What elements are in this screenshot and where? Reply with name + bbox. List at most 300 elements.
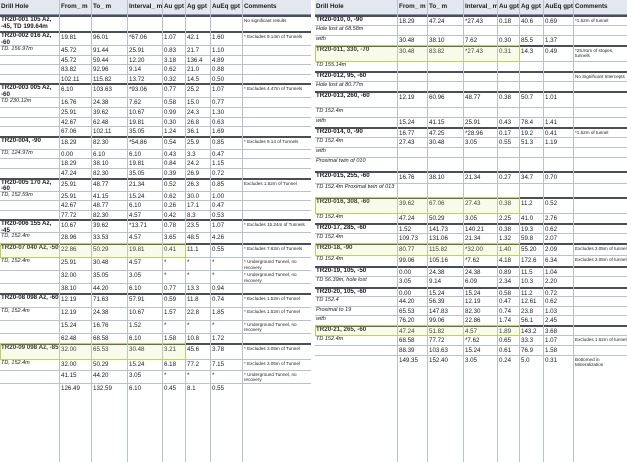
- au-cell: *: [164, 322, 167, 329]
- drill-hole-cell: TD, 152.4m: [1, 258, 30, 265]
- comments-cell: * Excludes 3.05m of Tunnel: [244, 345, 300, 351]
- au-cell: 0.31: [499, 47, 512, 55]
- from-cell: 27.43: [399, 138, 415, 146]
- ag-cell: 8.1: [187, 384, 196, 392]
- au-cell: 1.24: [164, 128, 177, 136]
- aueq-cell: 0.47: [212, 202, 225, 210]
- to-cell: 71.63: [93, 296, 109, 303]
- au-cell: 0.74: [499, 307, 512, 315]
- to-cell: 48.77: [93, 202, 109, 210]
- to-cell: 38.10: [429, 36, 445, 44]
- au-cell: 0.84: [164, 160, 177, 168]
- drill-hole-cell: with: [316, 117, 326, 124]
- au-cell: 0.38: [499, 225, 512, 233]
- ag-cell: 26.3: [187, 180, 200, 188]
- interval-cell: 9.14: [129, 66, 142, 74]
- drill-hole-cell: Proximal to 19: [316, 306, 352, 313]
- column-divider: [397, 0, 398, 462]
- interval-cell: 10.67: [129, 109, 145, 116]
- interval-cell: 12.20: [129, 56, 145, 64]
- aueq-cell: 0.69: [545, 18, 558, 25]
- aueq-cell: 0.74: [212, 296, 225, 303]
- interval-cell: *93.06: [129, 86, 147, 94]
- comments-cell: *25.91m of stopes, tunnels: [575, 47, 614, 58]
- column-divider: [162, 0, 163, 462]
- interval-cell: 4.57: [129, 211, 142, 219]
- comments-cell: * Underground Tunnel, no recovery: [244, 322, 297, 333]
- from-cell: 15.24: [399, 118, 415, 126]
- comments-cell: * Excludes 7.62m of Tunnels: [244, 246, 303, 252]
- comments-cell: * Excludes 9.14m of Tunnels: [244, 34, 303, 39]
- aueq-cell: *: [212, 322, 215, 329]
- interval-cell: 19.81: [129, 118, 145, 126]
- ag-cell: 26.8: [187, 118, 200, 126]
- aueq-cell: 2.07: [545, 234, 558, 242]
- aueq-cell: 1.69: [212, 128, 225, 136]
- from-cell: 25.91: [61, 259, 77, 267]
- to-cell: 6.10: [93, 150, 106, 158]
- au-cell: 0.83: [164, 47, 177, 54]
- au-cell: 0.62: [164, 192, 177, 200]
- to-cell: 47.25: [429, 129, 445, 137]
- interval-cell: 27.43: [465, 199, 481, 207]
- drill-hole-cell: TD 152.4m: [316, 137, 344, 144]
- ag-cell: 78.4: [521, 118, 534, 126]
- drill-hole-cell: TR20-09 098 Az, -85: [1, 344, 59, 351]
- to-cell: 132.59: [93, 384, 112, 392]
- interval-cell: 21.34: [465, 173, 481, 181]
- au-cell: 1.57: [164, 309, 177, 316]
- to-cell: 39.62: [93, 222, 109, 230]
- ag-cell: 51.3: [521, 138, 534, 146]
- au-cell: 0.38: [499, 93, 512, 101]
- from-cell: 47.24: [61, 170, 77, 177]
- ag-cell: 55.20: [521, 245, 537, 253]
- ag-cell: 26.9: [187, 170, 200, 177]
- au-cell: 0.55: [499, 138, 512, 146]
- interval-cell: 10.67: [129, 309, 145, 316]
- aueq-cell: 1.19: [545, 138, 558, 146]
- comments-cell: * Underground Tunnel, no recovery: [244, 259, 297, 270]
- aueq-cell: 2.09: [545, 245, 558, 253]
- interval-cell: 3.05: [465, 357, 478, 364]
- aueq-cell: 0.41: [545, 129, 558, 137]
- ag-cell: 17.1: [187, 202, 200, 210]
- interval-cell: 3.05: [129, 371, 142, 379]
- drill-hole-cell: TD, 152.4m: [1, 308, 30, 314]
- au-cell: *: [164, 272, 167, 280]
- interval-cell: 3.05: [129, 272, 142, 280]
- column-divider: [427, 0, 428, 462]
- aueq-cell: 1.07: [545, 337, 558, 344]
- ag-cell: 11.2: [521, 199, 533, 207]
- ag-cell: 22.8: [187, 309, 200, 316]
- interval-cell: 6.10: [129, 202, 142, 210]
- aueq-cell: 2.76: [545, 214, 558, 222]
- interval-cell: *27.43: [465, 18, 483, 25]
- interval-cell: 6.10: [129, 285, 142, 293]
- to-cell: 82.30: [93, 138, 109, 146]
- au-cell: 3.65: [164, 234, 177, 242]
- to-cell: 30.48: [93, 259, 109, 267]
- aueq-cell: *: [212, 272, 215, 280]
- drill-hole-cell: TR20-17, 285, -60: [316, 224, 367, 231]
- from-cell: 32.00: [61, 360, 77, 368]
- from-cell: 77.72: [61, 211, 77, 219]
- ag-cell: 3.3: [187, 150, 196, 158]
- aueq-cell: 1.60: [212, 34, 225, 41]
- au-cell: 0.54: [164, 138, 177, 146]
- ag-cell: 23.5: [187, 222, 200, 230]
- interval-cell: 82.30: [465, 307, 481, 315]
- column-divider: [463, 0, 464, 462]
- drill-hole-cell: TR20-011, 330, -70: [316, 46, 370, 53]
- ag-cell: 21.7: [187, 47, 200, 54]
- ag-cell: 11.5: [521, 268, 533, 276]
- aueq-cell: 1.07: [212, 222, 225, 230]
- drill-hole-cell: TD, 124.97m: [1, 149, 33, 156]
- from-cell: 18.29: [61, 160, 77, 168]
- comments-cell: No significant results: [244, 18, 287, 23]
- to-cell: 82.30: [93, 170, 109, 177]
- drill-hole-cell: TR20-015, 255, -60: [316, 172, 370, 179]
- ag-cell: 23.8: [521, 307, 534, 315]
- au-cell: 0.30: [164, 118, 177, 126]
- to-cell: 50.29: [93, 360, 109, 368]
- drill-hole-cell: Proximal twin of 010: [316, 157, 366, 164]
- to-cell: 68.58: [93, 335, 109, 342]
- from-cell: 16.76: [61, 99, 77, 107]
- aueq-cell: 0.72: [545, 289, 558, 297]
- column-header-au: Au gpt: [164, 3, 184, 10]
- drill-hole-cell: Hole lost at 80.77m: [316, 81, 364, 88]
- table-row: [0, 370, 311, 384]
- interval-cell: *32.00: [465, 245, 483, 253]
- to-cell: 131.06: [429, 234, 448, 242]
- ag-cell: 33.3: [521, 337, 534, 344]
- to-cell: 77.72: [429, 337, 445, 344]
- to-cell: 44.20: [93, 285, 109, 293]
- au-cell: 0.41: [164, 246, 177, 254]
- drill-hole-cell: TD 155.14m: [316, 61, 347, 68]
- from-cell: 1.52: [399, 225, 412, 233]
- column-divider: [242, 0, 243, 462]
- au-cell: 0.62: [164, 66, 177, 74]
- from-cell: 67.06: [61, 128, 77, 136]
- ag-cell: 85.5: [521, 36, 534, 44]
- aueq-cell: 0.70: [545, 173, 558, 181]
- ag-cell: 19.2: [521, 129, 534, 137]
- interval-cell: 19.81: [129, 246, 145, 254]
- au-cell: 1.58: [164, 335, 177, 342]
- to-cell: 103.63: [93, 86, 112, 94]
- aueq-cell: 3.78: [212, 345, 225, 353]
- to-cell: 60.96: [429, 93, 445, 101]
- to-cell: 50.29: [429, 214, 445, 222]
- ag-cell: *: [187, 259, 190, 267]
- column-header-comments: Comments: [244, 3, 277, 10]
- aueq-cell: 1.00: [212, 192, 225, 200]
- drill-hole-cell: TR20-20, 105, -60: [316, 288, 367, 295]
- from-cell: 38.10: [61, 285, 77, 293]
- ag-cell: 143.2: [521, 328, 537, 335]
- au-cell: *: [164, 371, 167, 379]
- drill-hole-cell: TR20-07 040 Az, -50: [1, 245, 59, 252]
- comments-cell: Excludes 1.52m of Tunnel: [244, 180, 297, 186]
- drill-hole-cell: TD 152.4m: [316, 336, 344, 342]
- column-header-to: To_ m: [93, 3, 112, 10]
- aueq-cell: 0.88: [212, 66, 225, 74]
- drill-hole-cell: TD 56.39m, hole lost: [316, 276, 367, 283]
- drill-hole-cell: TD, 152.59m: [1, 191, 33, 198]
- to-cell: 38.10: [93, 160, 109, 168]
- from-cell: 18.29: [61, 138, 77, 146]
- from-cell: 44.20: [399, 298, 415, 306]
- au-cell: 0.47: [499, 298, 512, 306]
- interval-cell: 3.05: [465, 138, 478, 146]
- drill-hole-cell: TD 152.4: [316, 297, 339, 304]
- column-header-ag: Ag gpt: [521, 3, 541, 10]
- column-divider: [127, 0, 128, 462]
- interval-cell: 13.72: [129, 75, 145, 83]
- to-cell: 96.01: [93, 34, 109, 41]
- au-cell: 1.74: [499, 317, 512, 325]
- au-cell: 4.18: [499, 256, 512, 264]
- ag-cell: 11.1: [187, 246, 199, 254]
- from-cell: 30.48: [399, 36, 415, 44]
- interval-cell: *7.62: [465, 337, 480, 344]
- comments-cell: * Excludes 9.14 of Tunnels: [244, 138, 299, 144]
- ag-cell: 36.1: [187, 128, 200, 136]
- from-cell: 0.00: [399, 268, 412, 276]
- from-cell: 39.62: [399, 199, 415, 207]
- from-cell: 22.86: [61, 246, 77, 254]
- column-divider: [210, 0, 211, 462]
- ag-cell: *: [187, 371, 190, 379]
- from-cell: 62.48: [61, 335, 77, 342]
- aueq-cell: 0.85: [212, 180, 225, 188]
- interval-cell: *28.96: [465, 129, 483, 137]
- au-cell: 0.17: [499, 129, 512, 137]
- column-header-interval: Interval_ m: [129, 3, 163, 10]
- column-header-comments: Comments: [575, 3, 608, 10]
- ag-cell: 5.0: [521, 357, 530, 364]
- ag-cell: 12.61: [521, 298, 537, 306]
- aueq-cell: 0.31: [545, 357, 558, 364]
- column-divider: [497, 0, 498, 462]
- aueq-cell: 7.15: [212, 360, 225, 368]
- interval-cell: 6.10: [129, 335, 142, 342]
- interval-cell: *13.71: [129, 222, 147, 230]
- aueq-cell: 0.72: [212, 170, 225, 177]
- to-cell: 48.77: [93, 180, 109, 188]
- ag-cell: 25.2: [187, 86, 200, 94]
- interval-cell: 25.91: [129, 47, 145, 54]
- to-cell: 102.11: [93, 128, 112, 136]
- ag-cell: 24.2: [187, 160, 200, 168]
- aueq-cell: 1.10: [212, 47, 225, 54]
- from-cell: 28.96: [61, 234, 77, 242]
- to-cell: 83.82: [429, 47, 445, 55]
- column-header-interval: Interval_ m: [465, 3, 499, 10]
- to-cell: 33.53: [93, 234, 109, 242]
- to-cell: 15.24: [429, 289, 445, 297]
- column-header-ag: Ag gpt: [187, 3, 207, 10]
- to-cell: 24.38: [93, 309, 109, 316]
- from-cell: 12.19: [61, 309, 77, 316]
- comments-cell: * Excludes 1.52m of Tunnel: [244, 296, 300, 301]
- drill-hole-cell: TR20-004, -90: [1, 137, 41, 144]
- table-header: [315, 0, 627, 15]
- from-cell: 16.76: [399, 173, 415, 181]
- aueq-cell: 2.20: [545, 277, 558, 285]
- interval-cell: 30.48: [129, 345, 145, 353]
- drill-hole-cell: Hole lost at 68.58m: [316, 26, 364, 32]
- aueq-cell: 0.77: [212, 99, 225, 107]
- from-cell: 47.24: [399, 214, 415, 222]
- drill-hole-cell: TR20-003 005 Az, -60: [1, 85, 52, 98]
- au-cell: 0.42: [164, 211, 177, 219]
- aueq-cell: 1.04: [545, 268, 558, 276]
- interval-cell: 57.91: [129, 296, 145, 303]
- drill-hole-cell: TR20-014, 0, -90: [316, 128, 363, 135]
- au-cell: 0.27: [499, 173, 512, 181]
- au-cell: 1.32: [499, 234, 512, 242]
- to-cell: 99.06: [429, 317, 445, 325]
- aueq-cell: *: [212, 371, 215, 379]
- from-cell: 30.48: [399, 47, 415, 55]
- from-cell: 83.82: [61, 66, 77, 74]
- to-cell: 24.38: [429, 268, 445, 276]
- drill-hole-cell: TR20-012, 95, -60: [316, 72, 367, 79]
- ag-cell: 45.6: [187, 345, 200, 353]
- au-cell: 2.34: [499, 277, 512, 285]
- from-cell: 109.73: [399, 234, 418, 242]
- column-header-to: To_ m: [429, 3, 448, 10]
- comments-cell: *1.52m of tunnel: [575, 129, 609, 135]
- au-cell: *: [164, 259, 167, 267]
- ag-cell: 8.3: [187, 211, 196, 219]
- aueq-cell: 3.68: [545, 328, 558, 335]
- comments-cell: * Excludes 3.05m of Tunnel: [244, 360, 300, 366]
- ag-cell: 76.9: [521, 347, 534, 354]
- aueq-cell: 0.85: [212, 138, 225, 146]
- aueq-cell: 1.30: [212, 109, 225, 116]
- au-cell: 0.18: [499, 18, 512, 25]
- from-cell: 80.77: [399, 245, 415, 253]
- comments-cell: Bottomed in Mineralization: [575, 357, 604, 368]
- to-cell: 9.14: [429, 277, 442, 285]
- interval-cell: 15.24: [465, 289, 481, 297]
- drill-hole-cell: TR20-005 170 Az, -60: [1, 179, 52, 193]
- to-cell: 16.76: [93, 322, 109, 329]
- aueq-cell: 6.34: [545, 256, 558, 264]
- ag-cell: 24.3: [187, 109, 200, 116]
- comments-cell: Excludes 3.05m of tunnel: [575, 245, 627, 251]
- from-cell: 68.58: [399, 337, 415, 344]
- drill-hole-cell: TD 152.4m: [316, 213, 344, 220]
- aueq-cell: 0.62: [545, 225, 558, 233]
- au-cell: 2.25: [499, 214, 512, 222]
- aueq-cell: 4.26: [212, 234, 225, 242]
- from-cell: 6.10: [61, 86, 74, 94]
- aueq-cell: 4.89: [212, 56, 225, 64]
- to-cell: 92.96: [93, 66, 109, 74]
- ag-cell: 59.8: [521, 234, 534, 242]
- interval-cell: *7.62: [465, 256, 480, 264]
- from-cell: 45.72: [61, 56, 77, 64]
- au-cell: 0.89: [499, 268, 512, 276]
- to-cell: 38.10: [429, 173, 445, 181]
- from-cell: 12.19: [61, 296, 77, 303]
- ag-cell: 10.3: [521, 277, 534, 285]
- interval-cell: 6.09: [465, 277, 478, 285]
- right-assay-table: [315, 0, 627, 462]
- interval-cell: 25.91: [465, 118, 481, 126]
- au-cell: 0.38: [499, 199, 512, 207]
- to-cell: 115.82: [429, 245, 448, 253]
- from-cell: 149.35: [399, 357, 418, 364]
- ag-cell: 56.1: [521, 317, 534, 325]
- from-cell: 3.05: [399, 277, 412, 285]
- au-cell: 0.32: [164, 75, 177, 83]
- interval-cell: 140.21: [465, 225, 484, 233]
- to-cell: 59.44: [93, 56, 109, 64]
- to-cell: 41.15: [429, 118, 445, 126]
- au-cell: 0.39: [164, 170, 177, 177]
- table-row: [0, 257, 311, 271]
- column-divider: [59, 0, 60, 462]
- from-cell: 42.67: [61, 202, 77, 210]
- column-header-drill-hole: Drill Hole: [1, 3, 29, 10]
- from-cell: 32.00: [61, 345, 77, 353]
- aueq-cell: 0.63: [212, 118, 225, 126]
- to-cell: 62.48: [93, 118, 109, 126]
- from-cell: 25.91: [61, 192, 77, 200]
- from-cell: 42.67: [61, 118, 77, 126]
- from-cell: 0.00: [61, 150, 74, 158]
- ag-cell: 48.5: [187, 234, 200, 242]
- ag-cell: 11.8: [187, 296, 199, 303]
- interval-cell: 7.62: [129, 99, 142, 107]
- aueq-cell: 0.47: [212, 150, 225, 158]
- to-cell: 147.83: [429, 307, 448, 315]
- from-cell: 41.15: [61, 371, 77, 379]
- interval-cell: 35.05: [129, 128, 145, 136]
- au-cell: 0.43: [164, 150, 177, 158]
- interval-cell: 21.34: [129, 180, 145, 188]
- interval-cell: 4.57: [129, 234, 142, 242]
- au-cell: 0.58: [499, 289, 512, 297]
- drill-hole-cell: TR20-006 155 Az, -45: [1, 221, 52, 234]
- interval-cell: 3.05: [465, 214, 478, 222]
- column-header-aueq: AuEq gpt: [545, 3, 573, 10]
- ag-cell: *: [187, 272, 190, 280]
- aueq-cell: 1.15: [212, 160, 225, 168]
- interval-cell: 6.10: [129, 384, 142, 392]
- ag-cell: 10.8: [187, 335, 200, 342]
- ag-cell: 34.7: [521, 173, 534, 181]
- to-cell: 39.62: [93, 109, 109, 116]
- to-cell: 152.40: [429, 357, 448, 364]
- drill-hole-cell: TR20-016, 308, -60: [316, 198, 370, 205]
- table-row: [0, 320, 311, 334]
- au-cell: 0.78: [164, 222, 177, 230]
- aueq-cell: 0.55: [212, 384, 225, 392]
- au-cell: 1.89: [499, 328, 512, 335]
- au-cell: 0.45: [164, 384, 177, 392]
- comments-cell: * Excludes 15.24m of Tunnels: [244, 222, 305, 228]
